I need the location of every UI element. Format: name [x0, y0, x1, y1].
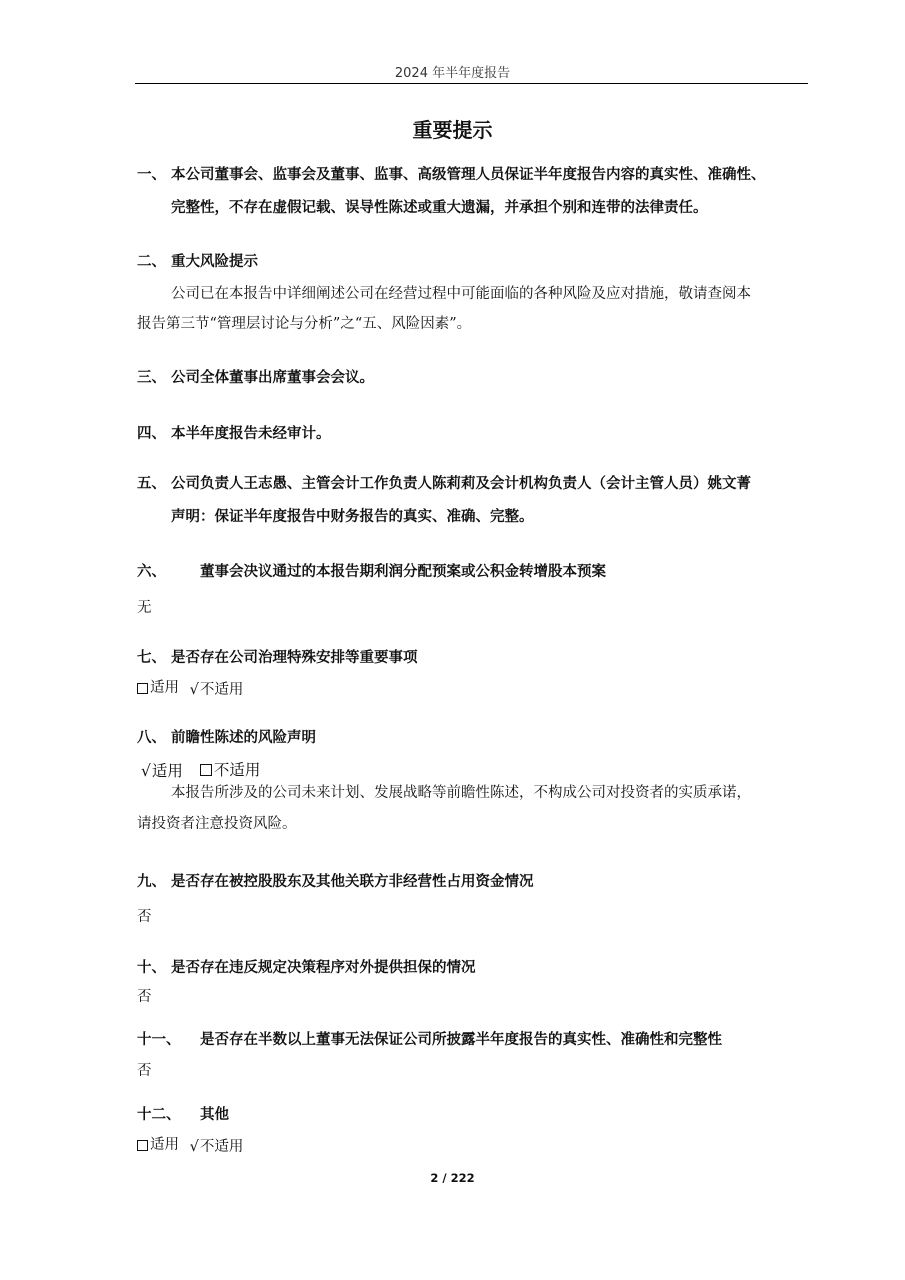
- option-not-apply: √ 不适用: [189, 681, 244, 698]
- section-number: 八、: [137, 730, 166, 746]
- checkmark-icon: √: [189, 1138, 199, 1155]
- section-4-heading: [137, 424, 810, 444]
- section-title: 前瞻性陈述的风险声明: [171, 730, 316, 746]
- section-2-body-line1: 公司已在本报告中详细阐述公司在经营过程中可能面临的各种风险及应对措施，敬请查阅本: [171, 286, 751, 302]
- section-7-heading: [137, 648, 810, 668]
- section-title: 公司全体董事出席董事会会议。: [171, 370, 374, 386]
- section-1-line1: [137, 165, 810, 185]
- section-title: 董事会决议通过的本报告期利润分配预案或公积金转增股本预案: [200, 564, 606, 580]
- checkbox-empty-icon: [137, 1140, 148, 1151]
- option-not-apply: 不适用: [200, 760, 261, 780]
- section-text: 本公司董事会、监事会及董事、监事、高级管理人员保证半年度报告内容的真实性、准确性、: [171, 167, 766, 183]
- section-11-answer: 否: [137, 1063, 152, 1079]
- section-6-answer: 无: [137, 600, 152, 616]
- section-number: 九、: [137, 874, 166, 890]
- section-12-options: [137, 1135, 249, 1157]
- section-1-line2: 完整性，不存在虚假记载、误导性陈述或重大遗漏，并承担个别和连带的法律责任。: [171, 200, 708, 216]
- section-number: 三、: [137, 370, 166, 386]
- section-number: 六、: [137, 564, 166, 580]
- checkbox-empty-icon: [200, 764, 212, 776]
- section-5-line1: [137, 474, 810, 494]
- section-title: 是否存在被控股股东及其他关联方非经营性占用资金情况: [171, 874, 534, 890]
- section-9-heading: [137, 872, 810, 892]
- section-2-body-line2: 报告第三节“管理层讨论与分析”之“五、风险因素”。: [137, 316, 472, 332]
- page-number: 2 / 222: [430, 1171, 475, 1185]
- section-number: 七、: [137, 650, 166, 666]
- section-number: 一、: [137, 167, 166, 183]
- section-number: 五、: [137, 476, 166, 492]
- section-8-body-line2: 请投资者注意投资风险。: [137, 816, 297, 832]
- section-8-options: [141, 760, 266, 781]
- section-number: 二、: [137, 254, 166, 270]
- option-apply: 适用: [137, 678, 179, 698]
- checkmark-icon: √: [141, 762, 151, 780]
- section-9-answer: 否: [137, 909, 152, 925]
- option-not-apply: √ 不适用: [189, 1138, 244, 1155]
- section-12-heading: [137, 1105, 810, 1125]
- section-title: 重大风险提示: [171, 254, 258, 270]
- page-title: 重要提示: [412, 118, 493, 142]
- section-3-heading: [137, 368, 810, 388]
- section-8-body-line1: 本报告所涉及的公司未来计划、发展战略等前瞻性陈述，不构成公司对投资者的实质承诺，: [171, 785, 751, 801]
- section-10-answer: 否: [137, 989, 152, 1005]
- option-apply: √ 适用: [141, 762, 183, 780]
- section-6-heading: [137, 562, 810, 582]
- section-number: 十二、: [137, 1107, 181, 1123]
- section-number: 十一、: [137, 1032, 181, 1048]
- section-text: 公司负责人王志愚、主管会计工作负责人陈莉莉及会计机构负责人（会计主管人员）姚文菁: [171, 476, 751, 492]
- header-rule: [135, 83, 808, 84]
- header-title: 2024 年半年度报告: [394, 66, 511, 81]
- section-title: 是否存在公司治理特殊安排等重要事项: [171, 650, 418, 666]
- section-2-heading: [137, 252, 810, 272]
- section-5-line2: 声明：保证半年度报告中财务报告的真实、准确、完整。: [171, 509, 534, 525]
- checkmark-icon: √: [189, 681, 199, 698]
- section-number: 十、: [137, 960, 166, 976]
- section-title: 是否存在半数以上董事无法保证公司所披露半年度报告的真实性、准确性和完整性: [200, 1032, 722, 1048]
- section-8-heading: [137, 728, 810, 748]
- section-title: 是否存在违反规定决策程序对外提供担保的情况: [171, 960, 476, 976]
- section-number: 四、: [137, 426, 166, 442]
- checkbox-empty-icon: [137, 683, 148, 694]
- section-7-options: [137, 678, 249, 700]
- section-10-heading: [137, 958, 810, 978]
- section-title: 本半年度报告未经审计。: [171, 426, 331, 442]
- section-title: 其他: [200, 1107, 229, 1123]
- section-11-heading: [137, 1030, 810, 1050]
- option-apply: 适用: [137, 1135, 179, 1155]
